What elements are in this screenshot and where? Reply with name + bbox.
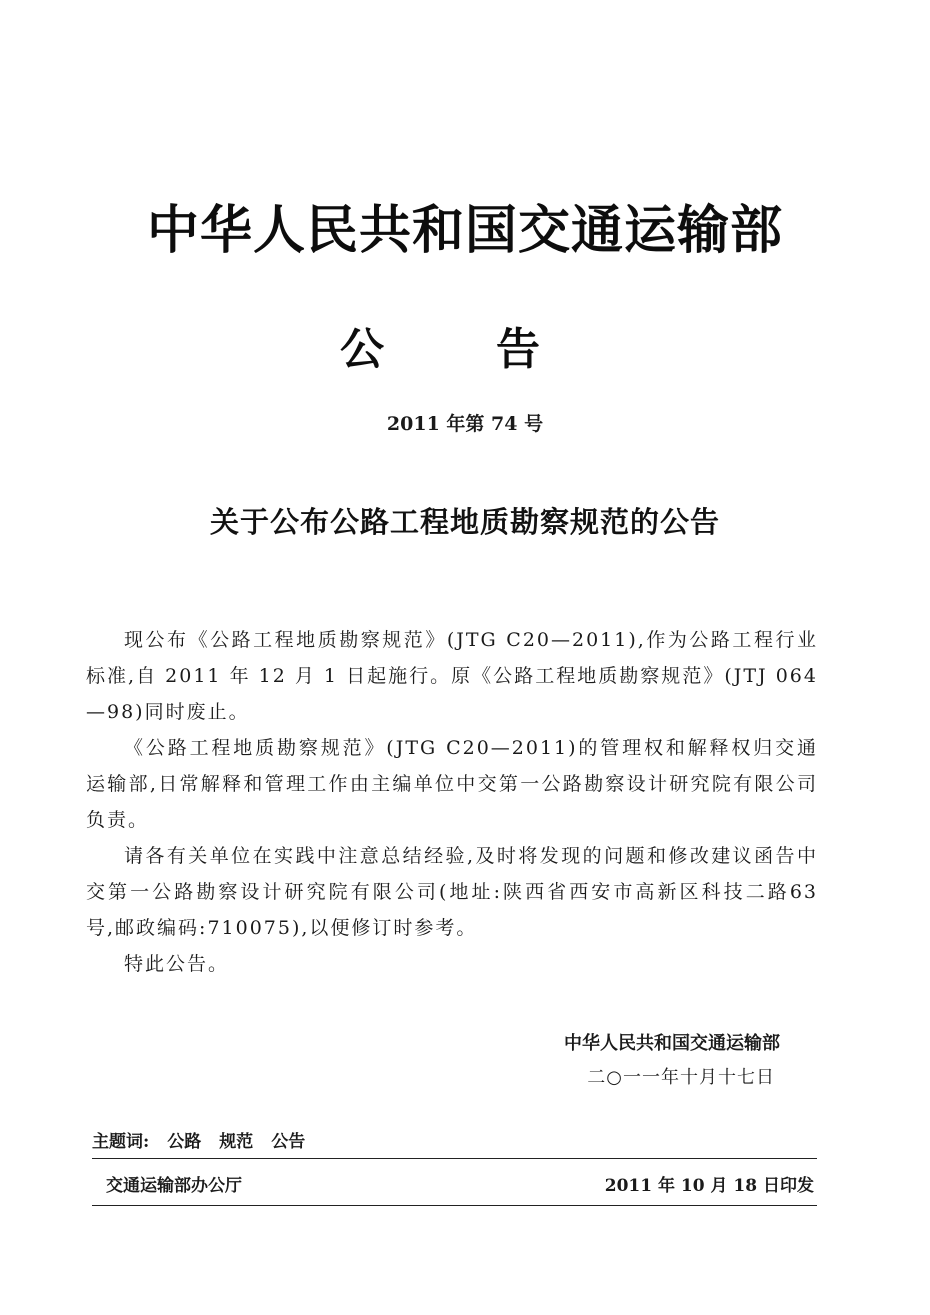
keyword-item: 公告 [271, 1132, 306, 1152]
document-type-char-2: 告 [496, 324, 540, 375]
body-paragraph-2: 《公路工程地质勘察规范》(JTG C20—2011)的管理权和解释权归交通运输部,日常解释和管理工作由主编单位中交第一公路勘察设计研究院有限公司负责。 [86, 737, 818, 831]
document-number: 2011 年第 74 号 [386, 413, 544, 435]
subject-keywords [92, 1128, 309, 1156]
footer-divider-top [92, 1158, 817, 1159]
keywords-label: 主题词: [92, 1132, 150, 1152]
keyword-item: 规范 [219, 1132, 254, 1152]
body-paragraph-3: 请各有关单位在实践中注意总结经验,及时将发现的问题和修改建议函告中交第一公路勘察设计研究院有限公司(地址:陕西省西安市高新区科技二路63 号,邮政编码:710075),以便修订时参考。 [86, 845, 818, 939]
body-paragraph-1: 现公布《公路工程地质勘察规范》(JTG C20—2011),作为公路工程行业标准,自 2011 年 12 月 1 日起施行。原《公路工程地质勘察规范》(JTJ 064—98)同时废止。 [86, 629, 818, 723]
body-paragraph-4: 特此公告。 [124, 953, 230, 975]
keyword-item: 公路 [167, 1132, 202, 1152]
footer-divider-bottom [92, 1205, 817, 1206]
announcement-subject: 关于公布公路工程地质勘察规范的公告 [209, 505, 720, 539]
issuing-office: 交通运输部办公厅 [106, 1176, 242, 1196]
signature-date: 二○一一年十月十七日 [587, 1067, 775, 1088]
print-date: 2011 年 10 月 18 日印发 [604, 1176, 814, 1196]
document-type-char-1: 公 [340, 324, 384, 375]
signature-organization: 中华人民共和国交通运输部 [564, 1033, 780, 1054]
announcement-body [86, 622, 818, 982]
issuing-authority-title: 中华人民共和国交通运输部 [146, 201, 783, 261]
